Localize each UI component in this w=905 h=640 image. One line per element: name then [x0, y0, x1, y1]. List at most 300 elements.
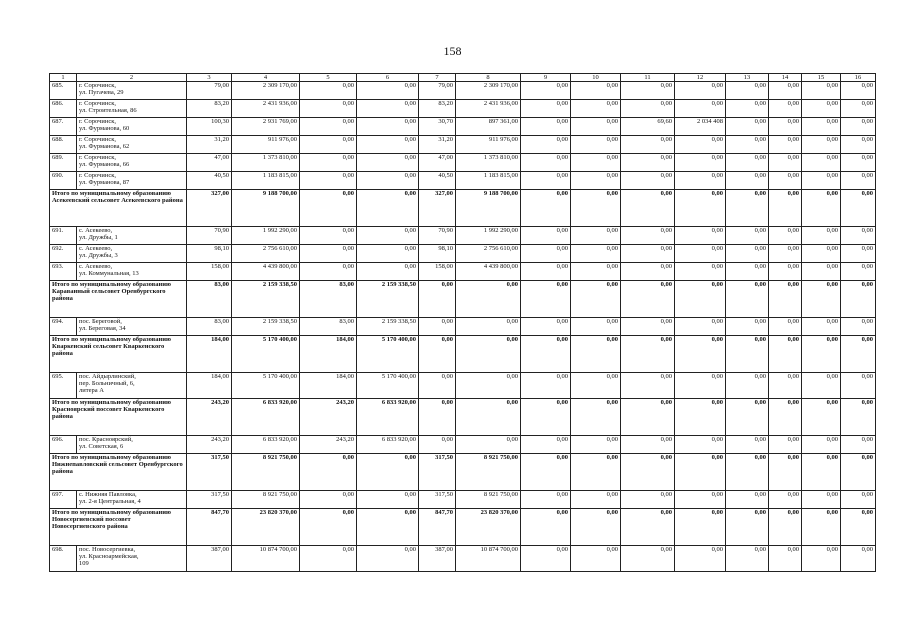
column-header-5: 5 — [300, 74, 357, 82]
value-cell: 2 756 610,00 — [232, 245, 300, 263]
value-cell: 10 874 700,00 — [232, 546, 300, 572]
subtotal-value: 327,00 — [187, 190, 232, 227]
value-cell: 47,00 — [187, 154, 232, 172]
subtotal-value: 0,00 — [521, 399, 571, 436]
value-cell: 2 931 769,00 — [232, 118, 300, 136]
column-header-13: 13 — [726, 74, 769, 82]
value-cell: 0,00 — [841, 100, 876, 118]
subtotal-value: 83,00 — [300, 281, 357, 318]
subtotal-value: 2 159 338,50 — [232, 281, 300, 318]
subtotal-row — [50, 509, 876, 546]
column-header-14: 14 — [769, 74, 802, 82]
address-cell: пос. Новосергиевка, ул. Красноармейская, 109 — [77, 546, 187, 572]
subtotal-value: 0,00 — [521, 509, 571, 546]
value-cell: 0,00 — [769, 436, 802, 454]
address-cell: с. Асекеево, ул. Дружбы, 1 — [77, 227, 187, 245]
subtotal-value: 243,20 — [187, 399, 232, 436]
value-cell: 0,00 — [841, 227, 876, 245]
subtotal-title: Итого по муниципальному образованию Новосергиевский поссовет Новосергиевского района — [50, 509, 187, 546]
value-cell: 0,00 — [571, 263, 621, 281]
value-cell: 0,00 — [802, 100, 841, 118]
column-header-2: 2 — [77, 74, 187, 82]
value-cell: 0,00 — [571, 172, 621, 190]
subtotal-title: Итого по муниципальному образованию Красноярский поссовет Кваркенского района — [50, 399, 187, 436]
value-cell: 0,00 — [769, 373, 802, 399]
value-cell: 0,00 — [841, 436, 876, 454]
value-cell: 0,00 — [726, 491, 769, 509]
table-row — [50, 373, 876, 399]
value-cell: 0,00 — [571, 318, 621, 336]
column-header-6: 6 — [357, 74, 419, 82]
subtotal-value: 0,00 — [571, 190, 621, 227]
value-cell: 0,00 — [726, 227, 769, 245]
subtotal-title: Итого по муниципальному образованию Нижнепавловский сельсовет Оренбургского района — [50, 454, 187, 491]
value-cell: 0,00 — [802, 263, 841, 281]
value-cell: 1 373 810,00 — [456, 154, 521, 172]
value-cell: 184,00 — [187, 373, 232, 399]
value-cell: 0,00 — [521, 100, 571, 118]
value-cell: 0,00 — [571, 546, 621, 572]
value-cell: 0,00 — [521, 436, 571, 454]
row-number: 691. — [50, 227, 77, 245]
value-cell: 0,00 — [841, 154, 876, 172]
subtotal-value: 0,00 — [802, 399, 841, 436]
value-cell: 0,00 — [300, 118, 357, 136]
value-cell: 83,20 — [419, 100, 456, 118]
subtotal-value: 0,00 — [726, 190, 769, 227]
value-cell: 0,00 — [726, 436, 769, 454]
value-cell: 0,00 — [802, 118, 841, 136]
value-cell: 0,00 — [621, 318, 675, 336]
row-number: 695. — [50, 373, 77, 399]
value-cell: 5 170 400,00 — [232, 373, 300, 399]
value-cell: 0,00 — [300, 546, 357, 572]
value-cell: 0,00 — [621, 82, 675, 100]
table-row — [50, 136, 876, 154]
value-cell: 100,30 — [187, 118, 232, 136]
subtotal-value: 0,00 — [521, 281, 571, 318]
value-cell: 0,00 — [769, 491, 802, 509]
address-cell: с. Нижняя Павловка, ул. 2-я Центральная, 4 — [77, 491, 187, 509]
value-cell: 0,00 — [300, 172, 357, 190]
value-cell: 0,00 — [769, 318, 802, 336]
row-number: 697. — [50, 491, 77, 509]
value-cell: 2 756 610,00 — [456, 245, 521, 263]
row-number: 686. — [50, 100, 77, 118]
address-cell: г. Сорочинск, ул. Фурманова, 60 — [77, 118, 187, 136]
subtotal-value: 0,00 — [621, 281, 675, 318]
row-number: 696. — [50, 436, 77, 454]
subtotal-value: 0,00 — [769, 509, 802, 546]
column-header-10: 10 — [571, 74, 621, 82]
value-cell: 1 373 810,00 — [232, 154, 300, 172]
address-cell: г. Сорочинск, ул. Фурманова, 62 — [77, 136, 187, 154]
column-header-3: 3 — [187, 74, 232, 82]
value-cell: 0,00 — [621, 100, 675, 118]
value-cell: 0,00 — [726, 100, 769, 118]
value-cell: 0,00 — [521, 546, 571, 572]
row-number: 693. — [50, 263, 77, 281]
value-cell: 83,20 — [187, 100, 232, 118]
subtotal-value: 0,00 — [769, 399, 802, 436]
subtotal-value: 0,00 — [456, 281, 521, 318]
value-cell: 0,00 — [621, 154, 675, 172]
value-cell: 0,00 — [357, 118, 419, 136]
subtotal-value: 0,00 — [841, 509, 876, 546]
subtotal-value: 0,00 — [621, 190, 675, 227]
subtotal-value: 0,00 — [769, 454, 802, 491]
value-cell: 69,60 — [621, 118, 675, 136]
value-cell: 0,00 — [675, 100, 726, 118]
value-cell: 0,00 — [521, 227, 571, 245]
value-cell: 243,20 — [300, 436, 357, 454]
value-cell: 317,50 — [187, 491, 232, 509]
address-cell: г. Сорочинск, ул. Пугачева, 29 — [77, 82, 187, 100]
subtotal-value: 0,00 — [521, 336, 571, 373]
column-header-12: 12 — [675, 74, 726, 82]
value-cell: 0,00 — [571, 154, 621, 172]
value-cell: 98,10 — [419, 245, 456, 263]
value-cell: 31,20 — [187, 136, 232, 154]
table-row — [50, 491, 876, 509]
subtotal-value: 0,00 — [769, 336, 802, 373]
subtotal-value: 0,00 — [571, 399, 621, 436]
value-cell: 0,00 — [357, 100, 419, 118]
value-cell: 0,00 — [357, 227, 419, 245]
value-cell: 0,00 — [300, 263, 357, 281]
subtotal-value: 0,00 — [621, 454, 675, 491]
value-cell: 387,00 — [187, 546, 232, 572]
value-cell: 40,50 — [419, 172, 456, 190]
subtotal-value: 847,70 — [419, 509, 456, 546]
row-number: 688. — [50, 136, 77, 154]
value-cell: 0,00 — [726, 245, 769, 263]
subtotal-value: 6 833 920,00 — [232, 399, 300, 436]
header-row — [50, 74, 876, 82]
column-header-1: 1 — [50, 74, 77, 82]
value-cell: 0,00 — [357, 245, 419, 263]
value-cell: 0,00 — [726, 373, 769, 399]
row-number: 685. — [50, 82, 77, 100]
value-cell: 0,00 — [300, 82, 357, 100]
value-cell: 0,00 — [357, 491, 419, 509]
value-cell: 0,00 — [300, 491, 357, 509]
row-number: 692. — [50, 245, 77, 263]
row-number: 698. — [50, 546, 77, 572]
value-cell: 317,50 — [419, 491, 456, 509]
value-cell: 40,50 — [187, 172, 232, 190]
value-cell: 70,90 — [187, 227, 232, 245]
table-row — [50, 263, 876, 281]
value-cell: 0,00 — [357, 546, 419, 572]
value-cell: 0,00 — [521, 118, 571, 136]
value-cell: 5 170 400,00 — [357, 373, 419, 399]
value-cell: 0,00 — [521, 491, 571, 509]
value-cell: 0,00 — [726, 172, 769, 190]
table-row — [50, 546, 876, 572]
subtotal-value: 0,00 — [726, 454, 769, 491]
value-cell: 8 921 750,00 — [232, 491, 300, 509]
subtotal-value: 0,00 — [802, 281, 841, 318]
value-cell: 0,00 — [571, 491, 621, 509]
value-cell: 0,00 — [621, 546, 675, 572]
subtotal-value: 317,50 — [187, 454, 232, 491]
subtotal-value: 0,00 — [571, 509, 621, 546]
value-cell: 47,00 — [419, 154, 456, 172]
subtotal-value: 0,00 — [726, 399, 769, 436]
value-cell: 0,00 — [675, 227, 726, 245]
value-cell: 0,00 — [357, 154, 419, 172]
subtotal-value: 0,00 — [841, 399, 876, 436]
value-cell: 0,00 — [621, 227, 675, 245]
value-cell: 0,00 — [621, 245, 675, 263]
value-cell: 0,00 — [841, 136, 876, 154]
value-cell: 83,00 — [300, 318, 357, 336]
value-cell: 911 976,00 — [232, 136, 300, 154]
table-row — [50, 172, 876, 190]
subtotal-value: 0,00 — [521, 454, 571, 491]
address-cell: г. Сорочинск, ул. Фурманова, 66 — [77, 154, 187, 172]
value-cell: 4 439 800,00 — [232, 263, 300, 281]
value-cell: 0,00 — [802, 154, 841, 172]
value-cell: 0,00 — [621, 263, 675, 281]
data-table — [49, 73, 876, 572]
value-cell: 0,00 — [419, 373, 456, 399]
value-cell: 2 309 170,00 — [456, 82, 521, 100]
row-number: 690. — [50, 172, 77, 190]
value-cell: 0,00 — [802, 546, 841, 572]
value-cell: 0,00 — [802, 245, 841, 263]
column-header-9: 9 — [521, 74, 571, 82]
subtotal-value: 23 820 370,00 — [232, 509, 300, 546]
value-cell: 0,00 — [456, 373, 521, 399]
value-cell: 158,00 — [187, 263, 232, 281]
value-cell: 0,00 — [675, 82, 726, 100]
subtotal-value: 0,00 — [841, 281, 876, 318]
value-cell: 0,00 — [802, 373, 841, 399]
address-cell: пос. Береговой, ул. Береговая, 34 — [77, 318, 187, 336]
subtotal-value: 6 833 920,00 — [357, 399, 419, 436]
subtotal-value: 0,00 — [769, 281, 802, 318]
subtotal-value: 0,00 — [419, 336, 456, 373]
subtotal-value: 0,00 — [300, 190, 357, 227]
value-cell: 0,00 — [300, 154, 357, 172]
value-cell: 0,00 — [571, 118, 621, 136]
subtotal-row — [50, 281, 876, 318]
value-cell: 0,00 — [456, 436, 521, 454]
value-cell: 0,00 — [841, 546, 876, 572]
subtotal-value: 0,00 — [769, 190, 802, 227]
value-cell: 2 159 338,50 — [357, 318, 419, 336]
value-cell: 0,00 — [675, 136, 726, 154]
subtotal-title: Итого по муниципальному образованию Караванный сельсовет Оренбургского района — [50, 281, 187, 318]
value-cell: 0,00 — [300, 100, 357, 118]
table-body — [50, 74, 876, 572]
subtotal-value: 0,00 — [841, 190, 876, 227]
subtotal-value: 0,00 — [419, 281, 456, 318]
subtotal-value: 0,00 — [675, 190, 726, 227]
value-cell: 6 833 920,00 — [357, 436, 419, 454]
row-number: 694. — [50, 318, 77, 336]
value-cell: 0,00 — [769, 227, 802, 245]
subtotal-value: 0,00 — [726, 336, 769, 373]
value-cell: 0,00 — [675, 245, 726, 263]
subtotal-value: 0,00 — [521, 190, 571, 227]
address-cell: пос. Айдырлинский, пер. Больничный, 6, литера А — [77, 373, 187, 399]
value-cell: 0,00 — [621, 136, 675, 154]
value-cell: 0,00 — [726, 118, 769, 136]
value-cell: 31,20 — [419, 136, 456, 154]
value-cell: 0,00 — [521, 172, 571, 190]
value-cell: 0,00 — [675, 172, 726, 190]
subtotal-value: 8 921 750,00 — [456, 454, 521, 491]
table-row — [50, 154, 876, 172]
subtotal-row — [50, 399, 876, 436]
value-cell: 0,00 — [571, 136, 621, 154]
value-cell: 30,70 — [419, 118, 456, 136]
value-cell: 70,90 — [419, 227, 456, 245]
subtotal-value: 23 820 370,00 — [456, 509, 521, 546]
value-cell: 0,00 — [675, 436, 726, 454]
value-cell: 1 183 815,00 — [232, 172, 300, 190]
value-cell: 0,00 — [521, 318, 571, 336]
value-cell: 2 034 408 — [675, 118, 726, 136]
subtotal-value: 847,70 — [187, 509, 232, 546]
subtotal-value: 0,00 — [841, 454, 876, 491]
value-cell: 0,00 — [675, 491, 726, 509]
value-cell: 0,00 — [841, 373, 876, 399]
value-cell: 0,00 — [456, 318, 521, 336]
row-number: 689. — [50, 154, 77, 172]
value-cell: 0,00 — [521, 154, 571, 172]
value-cell: 2 431 936,00 — [232, 100, 300, 118]
value-cell: 0,00 — [521, 136, 571, 154]
subtotal-row — [50, 336, 876, 373]
table-row — [50, 100, 876, 118]
value-cell: 0,00 — [521, 245, 571, 263]
row-number: 687. — [50, 118, 77, 136]
value-cell: 2 159 338,50 — [232, 318, 300, 336]
address-cell: г. Сорочинск, ул. Фурманова, 87 — [77, 172, 187, 190]
subtotal-value: 0,00 — [357, 509, 419, 546]
value-cell: 0,00 — [571, 82, 621, 100]
value-cell: 83,00 — [187, 318, 232, 336]
value-cell: 0,00 — [726, 136, 769, 154]
value-cell: 0,00 — [571, 100, 621, 118]
subtotal-value: 317,50 — [419, 454, 456, 491]
subtotal-value: 2 159 338,50 — [357, 281, 419, 318]
page-number: 158 — [443, 44, 462, 58]
table-row — [50, 82, 876, 100]
subtotal-value: 0,00 — [419, 399, 456, 436]
subtotal-value: 0,00 — [357, 454, 419, 491]
value-cell: 0,00 — [726, 154, 769, 172]
value-cell: 1 183 815,00 — [456, 172, 521, 190]
value-cell: 0,00 — [357, 82, 419, 100]
value-cell: 897 361,00 — [456, 118, 521, 136]
value-cell: 4 439 800,00 — [456, 263, 521, 281]
value-cell: 0,00 — [769, 263, 802, 281]
subtotal-value: 0,00 — [300, 454, 357, 491]
table-row — [50, 436, 876, 454]
subtotal-row — [50, 190, 876, 227]
subtotal-value: 0,00 — [456, 336, 521, 373]
column-header-16: 16 — [841, 74, 876, 82]
value-cell: 0,00 — [621, 491, 675, 509]
value-cell: 0,00 — [769, 100, 802, 118]
value-cell: 8 921 750,00 — [456, 491, 521, 509]
value-cell: 0,00 — [802, 227, 841, 245]
value-cell: 10 874 700,00 — [456, 546, 521, 572]
column-header-15: 15 — [802, 74, 841, 82]
value-cell: 2 431 936,00 — [456, 100, 521, 118]
value-cell: 0,00 — [675, 263, 726, 281]
subtotal-value: 0,00 — [675, 336, 726, 373]
subtotal-value: 0,00 — [571, 336, 621, 373]
subtotal-value: 327,00 — [419, 190, 456, 227]
value-cell: 0,00 — [621, 373, 675, 399]
value-cell: 0,00 — [300, 136, 357, 154]
value-cell: 6 833 920,00 — [232, 436, 300, 454]
address-cell: с. Асекеево, ул. Дружбы, 3 — [77, 245, 187, 263]
subtotal-value: 0,00 — [357, 190, 419, 227]
value-cell: 0,00 — [300, 227, 357, 245]
value-cell: 1 992 290,00 — [232, 227, 300, 245]
value-cell: 0,00 — [769, 136, 802, 154]
value-cell: 1 992 290,00 — [456, 227, 521, 245]
value-cell: 0,00 — [769, 118, 802, 136]
value-cell: 0,00 — [419, 436, 456, 454]
value-cell: 0,00 — [621, 436, 675, 454]
value-cell: 0,00 — [841, 172, 876, 190]
table-row — [50, 318, 876, 336]
value-cell: 0,00 — [675, 318, 726, 336]
subtotal-value: 0,00 — [802, 336, 841, 373]
value-cell: 0,00 — [571, 373, 621, 399]
value-cell: 0,00 — [357, 136, 419, 154]
column-header-4: 4 — [232, 74, 300, 82]
value-cell: 0,00 — [357, 172, 419, 190]
value-cell: 0,00 — [726, 82, 769, 100]
value-cell: 0,00 — [419, 318, 456, 336]
value-cell: 158,00 — [419, 263, 456, 281]
value-cell: 0,00 — [769, 172, 802, 190]
subtotal-value: 0,00 — [726, 509, 769, 546]
value-cell: 0,00 — [841, 491, 876, 509]
address-cell: г. Сорочинск, ул. Строительная, 86 — [77, 100, 187, 118]
value-cell: 0,00 — [841, 245, 876, 263]
value-cell: 0,00 — [571, 245, 621, 263]
value-cell: 0,00 — [300, 245, 357, 263]
value-cell: 0,00 — [357, 263, 419, 281]
column-header-7: 7 — [419, 74, 456, 82]
value-cell: 0,00 — [841, 82, 876, 100]
value-cell: 0,00 — [621, 172, 675, 190]
value-cell: 0,00 — [726, 546, 769, 572]
value-cell: 79,00 — [187, 82, 232, 100]
value-cell: 0,00 — [769, 154, 802, 172]
subtotal-value: 0,00 — [841, 336, 876, 373]
subtotal-value: 9 188 700,00 — [456, 190, 521, 227]
subtotal-value: 0,00 — [621, 336, 675, 373]
subtotal-title: Итого по муниципальному образованию Кваркенский сельсовет Кваркенского района — [50, 336, 187, 373]
value-cell: 79,00 — [419, 82, 456, 100]
value-cell: 0,00 — [841, 263, 876, 281]
subtotal-value: 0,00 — [802, 190, 841, 227]
value-cell: 243,20 — [187, 436, 232, 454]
subtotal-value: 184,00 — [187, 336, 232, 373]
value-cell: 0,00 — [769, 245, 802, 263]
